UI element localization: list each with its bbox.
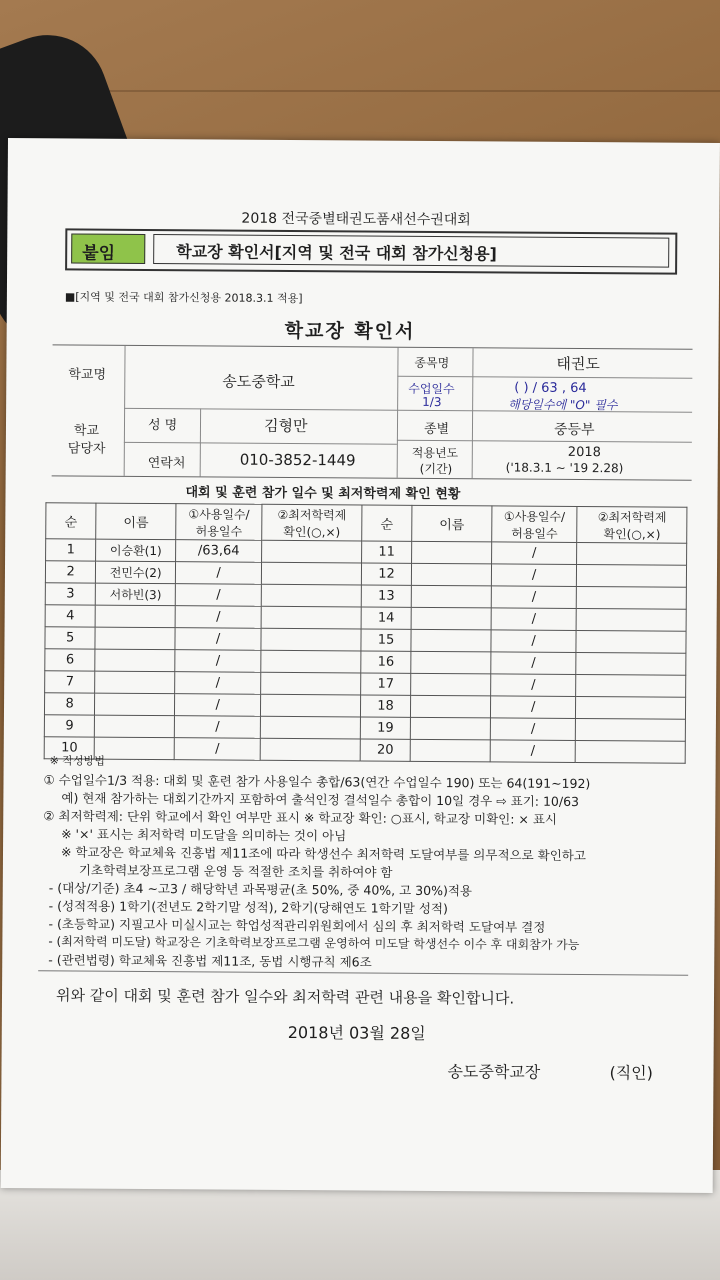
form-title: 학교장 확인서 xyxy=(284,319,416,343)
year-label: 적용년도 xyxy=(411,445,459,461)
event-label: 종목명 xyxy=(414,355,450,371)
table-cell xyxy=(95,605,175,628)
table-cell xyxy=(411,585,491,608)
table-cell: 14 xyxy=(361,607,411,629)
table-cell: 8 xyxy=(44,693,94,715)
table-cell xyxy=(576,696,686,719)
seal-mark: (직인) xyxy=(609,1063,653,1083)
table-cell: 19 xyxy=(360,717,410,739)
table-cell: 17 xyxy=(360,673,410,695)
header-days: ①사용일수/ 허용일수 xyxy=(176,504,262,541)
table-cell: 11 xyxy=(361,541,411,563)
table-cell xyxy=(411,717,491,740)
attendance-ratio: 1/3 xyxy=(422,394,442,410)
note-2d: 기초학력보장프로그램 운영 등 적절한 조치를 취하여야 함 xyxy=(78,862,393,880)
divider xyxy=(38,970,688,976)
table-cell: / xyxy=(490,740,576,763)
table-cell: / xyxy=(175,562,261,585)
table-cell xyxy=(411,695,491,718)
table-cell: 7 xyxy=(45,671,95,693)
doc-heading: 학교장 확인서[지역 및 전국 대회 참가신청용] xyxy=(176,242,497,264)
header-name: 이름 xyxy=(96,503,176,540)
event-title: 2018 전국중별태권도품새선수권대회 xyxy=(241,210,471,229)
category-value: 중등부 xyxy=(553,421,595,439)
table-cell: / xyxy=(175,694,261,717)
table-cell xyxy=(411,673,491,696)
table-cell xyxy=(412,541,492,564)
table-cell: / xyxy=(174,738,260,761)
note-1a: ① 수업일수1/3 적용: 대회 및 훈련 참가 사용일수 총합/63(연간 수업일수 190) 또는 64(191~192) xyxy=(43,772,591,792)
table-cell xyxy=(260,738,360,761)
table-cell: / xyxy=(175,584,261,607)
table-cell xyxy=(95,671,175,694)
table-cell: 13 xyxy=(361,585,411,607)
info-block xyxy=(52,344,693,480)
table-cell: 12 xyxy=(361,563,411,585)
table-cell: / xyxy=(175,628,261,651)
table-cell: / xyxy=(490,718,576,741)
notes-heading: ※ 작성방법 xyxy=(49,754,105,768)
signer: 송도중학교장 xyxy=(447,1062,541,1082)
table-cell xyxy=(95,693,175,716)
attendance-value: ( ) / 63 , 64 xyxy=(514,380,587,397)
contact-label: 연락처 xyxy=(147,455,186,472)
table-cell: 15 xyxy=(361,629,411,651)
manager-label-1: 학교 xyxy=(73,423,100,439)
table-cell: 이승환(1) xyxy=(96,539,176,562)
attachment-label: 붙임 xyxy=(82,243,116,264)
header-name-2: 이름 xyxy=(412,505,492,542)
table-cell: / xyxy=(490,696,576,719)
table-cell: 20 xyxy=(360,739,410,761)
header-no-2: 순 xyxy=(362,505,413,541)
table-cell xyxy=(577,542,687,565)
table-cell: / xyxy=(174,716,260,739)
table-cell: 10 xyxy=(44,737,94,759)
table-row xyxy=(44,737,685,763)
table-cell xyxy=(261,672,361,695)
header-no: 순 xyxy=(46,503,97,539)
heading-box xyxy=(153,234,669,268)
year-value: 2018 xyxy=(567,444,601,461)
event-value: 태권도 xyxy=(556,354,600,374)
table-cell: 2 xyxy=(45,561,95,583)
school-name-label: 학교명 xyxy=(68,367,107,383)
table-cell: / xyxy=(490,674,576,697)
table-header-row xyxy=(46,503,687,543)
table-cell xyxy=(411,629,491,652)
table-cell: 9 xyxy=(44,715,94,737)
manager-label-2: 담당자 xyxy=(67,441,106,457)
table-cell xyxy=(577,586,687,609)
table-cell xyxy=(261,694,361,717)
table-cell xyxy=(261,716,361,739)
table-cell: / xyxy=(175,650,261,673)
table-cell: / xyxy=(175,672,261,695)
table-cell: / xyxy=(491,542,577,565)
note-2b: ※ '×' 표시는 최저학력 미도달을 의미하는 것이 아님 xyxy=(61,826,347,844)
table-cell xyxy=(261,628,361,651)
table-cell: / xyxy=(491,608,577,631)
table-cell xyxy=(95,627,175,650)
note-b3: - (초등학교) 지필고사 미실시교는 학업성적관리위원회에서 심의 후 최저학력 도달여부 결정 xyxy=(48,916,546,935)
section-title: 대회 및 훈련 참가 일수 및 최저학력제 확인 현황 xyxy=(185,485,461,503)
applicability-note: ■[지역 및 전국 대회 참가신청용 2018.3.1 적용] xyxy=(64,290,303,306)
header-academic-2: ②최저학력제 확인(○,×) xyxy=(577,506,687,543)
period-value: ('18.3.1 ~ '19 2.28) xyxy=(505,460,624,476)
table-cell: 6 xyxy=(45,649,95,671)
table-cell: 5 xyxy=(45,627,95,649)
table-cell xyxy=(576,740,686,763)
period-label: (기간) xyxy=(419,461,453,477)
table-cell: 18 xyxy=(360,695,410,717)
table-cell xyxy=(262,540,362,563)
table-cell xyxy=(95,715,175,738)
table-cell: 16 xyxy=(361,651,411,673)
participation-table xyxy=(44,502,688,763)
note-2a: ② 최저학력제: 단위 학교에서 확인 여부만 표시 ※ 학교장 확인: ○표시, 학교장 미확인: × 표시 xyxy=(43,808,558,827)
document-paper xyxy=(1,138,720,1193)
header-academic: ②최저학력제 확인(○,×) xyxy=(262,504,362,541)
note-b2: - (성적적용) 1학기(전년도 2학기말 성적), 2학기(당해연도 1학기말 성적) xyxy=(48,898,448,917)
manager-name: 김형만 xyxy=(263,416,308,436)
table-cell xyxy=(577,608,687,631)
attendance-note: 해당일수에 "O" 필수 xyxy=(508,397,618,413)
table-cell xyxy=(410,739,490,762)
category-label: 종별 xyxy=(423,421,450,438)
table-cell xyxy=(261,584,361,607)
table-cell: 전민수(2) xyxy=(96,561,176,584)
table-cell xyxy=(577,564,687,587)
contact-value: 010-3852-1449 xyxy=(239,450,356,470)
table-cell: 4 xyxy=(45,605,95,627)
table-cell xyxy=(95,649,175,672)
note-b4: - (최저학력 미도달) 학교장은 기초학력보장프로그램 운영하여 미도달 학생선수 이수 후 대회참가 가능 xyxy=(48,934,580,953)
table-cell xyxy=(262,562,362,585)
attachment-badge xyxy=(71,233,145,264)
table-cell: 3 xyxy=(45,583,95,605)
table-cell: / xyxy=(491,586,577,609)
note-b5: - (관련법령) 학교체육 진흥법 제11조, 동법 시행규칙 제6조 xyxy=(48,952,372,970)
table-cell xyxy=(411,651,491,674)
table-cell xyxy=(411,607,491,630)
table-cell xyxy=(261,606,361,629)
table-cell: / xyxy=(491,630,577,653)
table-cell: / xyxy=(491,652,577,675)
school-name: 송도중학교 xyxy=(222,372,295,392)
table-cell: 1 xyxy=(46,539,96,561)
note-2c: ※ 학교장은 학교체육 진흥법 제11조에 따라 학생선수 최저학력 도달여부를 의무적으로 확인하고 xyxy=(60,844,587,864)
table-cell: 서하빈(3) xyxy=(96,583,176,606)
table-cell: / xyxy=(175,606,261,629)
attendance-label: 수업일수 xyxy=(408,381,455,397)
table-cell xyxy=(576,674,686,697)
table-cell xyxy=(576,630,686,653)
table-cell: /63,64 xyxy=(176,540,262,563)
table-cell xyxy=(261,650,361,673)
header-box xyxy=(65,228,677,274)
table-cell: / xyxy=(491,564,577,587)
signing-date: 2018년 03월 28일 xyxy=(287,1022,426,1043)
confirmation-text: 위와 같이 대회 및 훈련 참가 일수와 최저학력 관련 내용을 확인합니다. xyxy=(55,986,515,1008)
table-cell xyxy=(412,563,492,586)
name-label: 성 명 xyxy=(147,417,178,434)
table-cell xyxy=(576,652,686,675)
note-b1: - (대상/기준) 초4 ~고3 / 해당학년 과목평균(초 50%, 중 40%, 고 30%)적용 xyxy=(48,880,473,899)
note-1b: 예) 현재 참가하는 대회기간까지 포함하여 출석인정 결석일수 총합이 10일 경우 ⇨ 표기: 10/63 xyxy=(61,790,580,810)
table-cell xyxy=(94,737,174,760)
header-days-2: ①사용일수/ 허용일수 xyxy=(492,506,578,543)
table-cell xyxy=(576,718,686,741)
